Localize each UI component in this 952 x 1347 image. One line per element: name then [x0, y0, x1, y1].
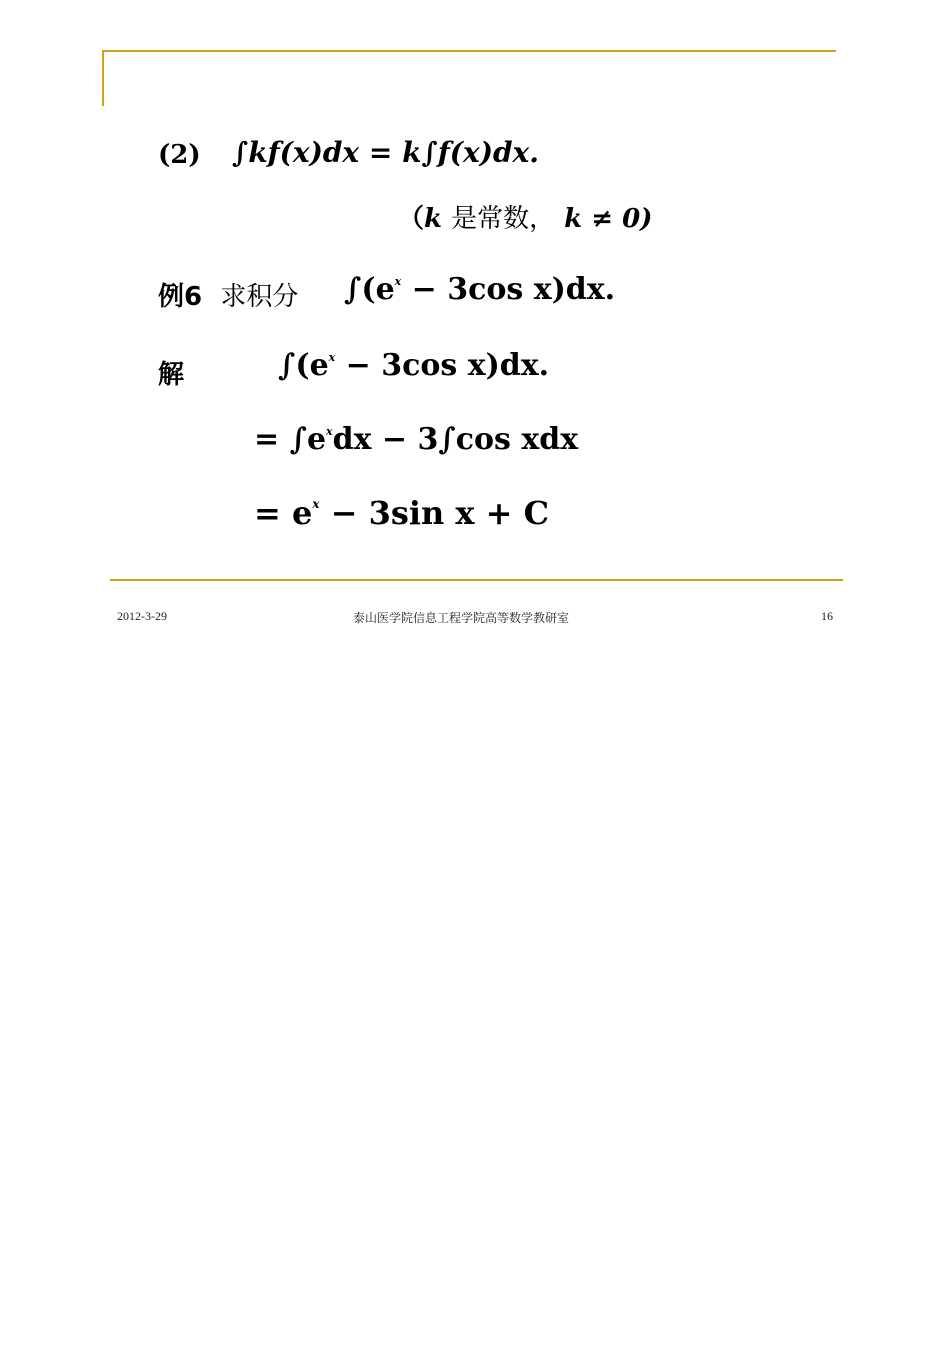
example-integral-open: ∫(e	[344, 272, 395, 307]
bottom-rule	[110, 579, 843, 581]
top-rule	[102, 50, 836, 52]
solution-line-3-a: = e	[254, 494, 313, 532]
example-integral-rest: − 3cos x)dx.	[401, 272, 616, 307]
footer-page-number: 16	[821, 609, 833, 623]
rule-note-open: （	[398, 204, 425, 234]
example-heading	[158, 276, 298, 313]
rule-note-condition: k ≠ 0)	[564, 204, 653, 234]
example-label: 例6	[158, 282, 203, 312]
solution-line-1-exponent: x	[328, 351, 336, 364]
solution-line-2-b: dx − 3∫cos xdx	[332, 422, 579, 457]
solution-line-2	[254, 422, 578, 457]
rule-label: (2)	[158, 140, 201, 170]
footer-institution: 泰山医学院信息工程学院高等数学教研室	[353, 611, 570, 625]
left-rule	[102, 50, 104, 106]
solution-line-1-rest: − 3cos x)dx.	[335, 348, 550, 383]
rule-note	[398, 198, 652, 235]
solution-line-3-b: − 3sin x + C	[319, 494, 550, 532]
slide	[0, 0, 952, 650]
solution-label: 解	[158, 360, 185, 390]
solution-line-1	[278, 348, 549, 383]
example-prompt: 求积分	[220, 282, 299, 312]
footer-date: 2012-3-29	[117, 609, 167, 623]
rule-formula-lhs: ∫kf(x)dx	[232, 136, 360, 169]
example-integral	[344, 272, 615, 307]
rule-formula-rhs: k∫f(x)dx.	[402, 136, 539, 169]
rule-formula	[232, 136, 539, 169]
solution-line-3-exponent: x	[312, 497, 320, 511]
solution-line-1-open: ∫(e	[278, 348, 329, 383]
rule-formula-equals: =	[368, 136, 393, 169]
solution-line-2-exponent: x	[326, 425, 333, 438]
rule-note-text: 是常数，	[451, 204, 556, 234]
rule-note-k: k	[424, 204, 443, 234]
solution-line-2-a: = ∫e	[254, 422, 327, 457]
solution-line-3	[254, 494, 549, 532]
example-integral-exponent: x	[394, 275, 402, 288]
